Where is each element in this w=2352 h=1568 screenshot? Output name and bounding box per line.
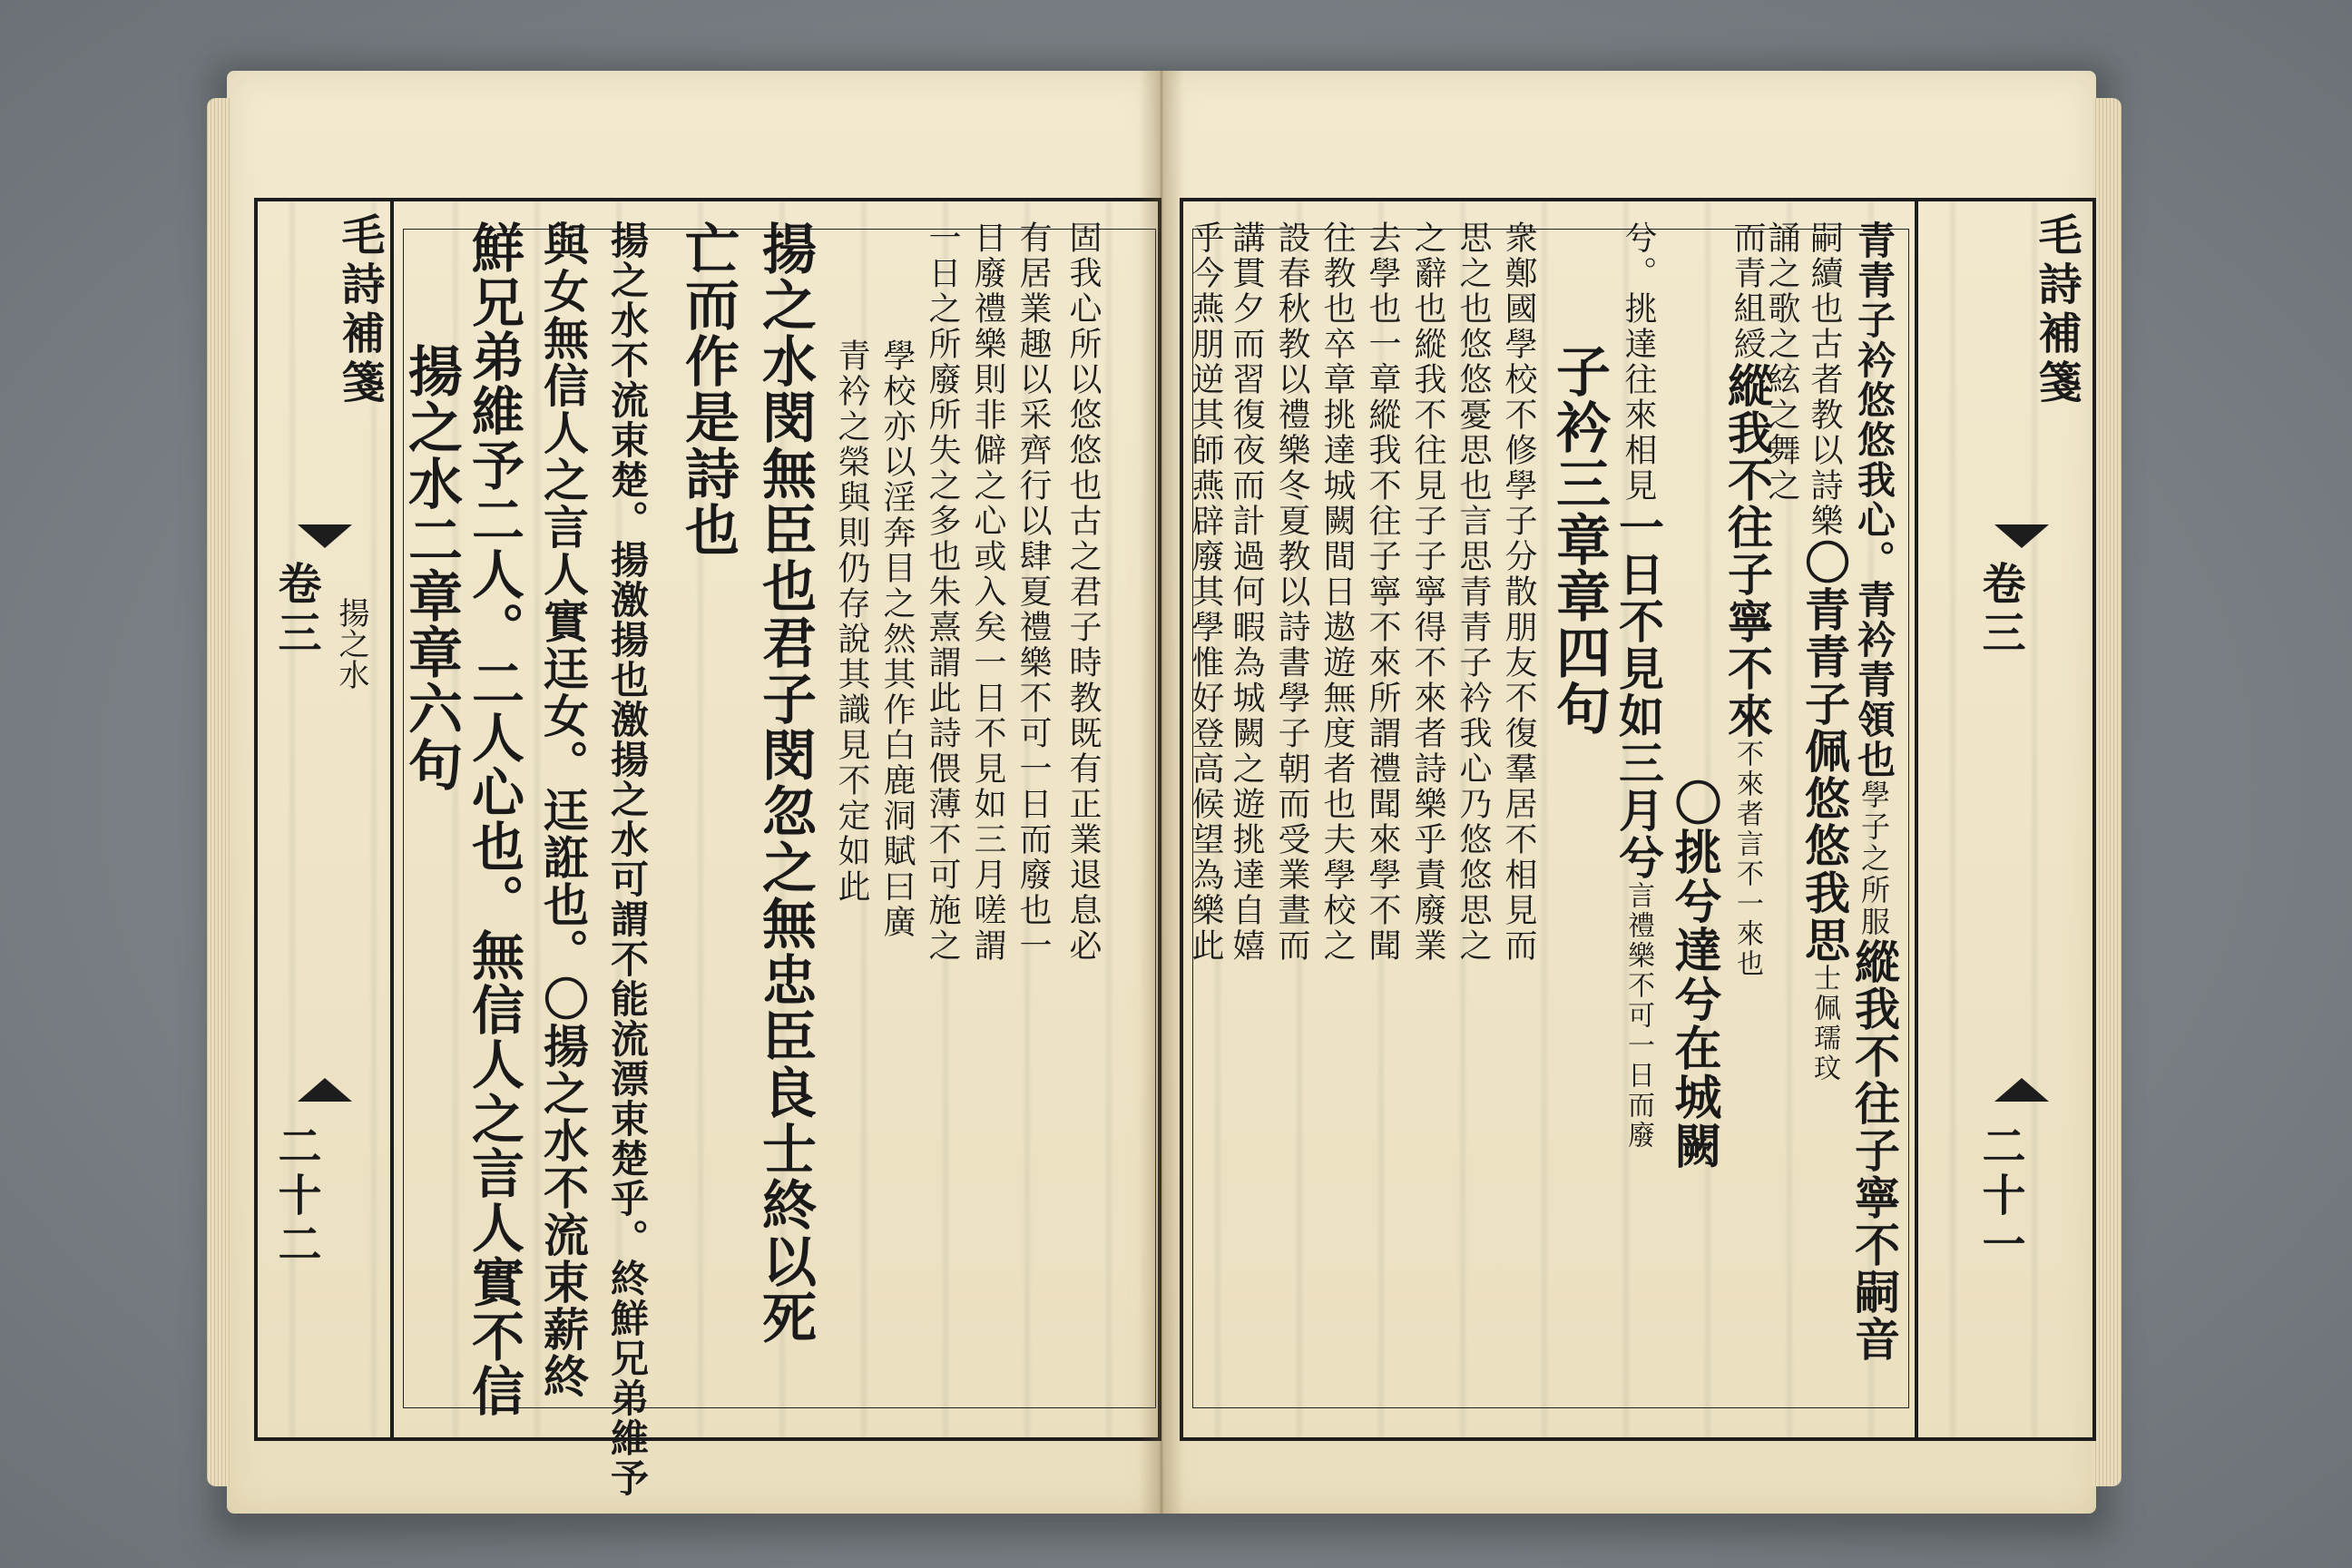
left-col-8: 學校亦以淫奔目之然其作白鹿洞賦曰廣 [878, 338, 916, 940]
right-col-7: 子衿三章章四句 [1547, 343, 1611, 737]
right-fish-tail-upper [1994, 524, 2049, 548]
right-col-5: 〇挑兮達兮在城闕 [1666, 779, 1721, 1171]
right-col-6-note: 兮。挑達往來相見 [1620, 220, 1657, 504]
left-col-5: 亡而作是詩也 [676, 220, 740, 558]
right-col-2-main: 〇青青子佩悠悠我思 [1798, 539, 1851, 964]
right-col-4-note: 而青組綬 [1729, 220, 1766, 362]
left-margin-section: 揚之水 [333, 597, 369, 690]
right-fish-tail-lower [1994, 1078, 2049, 1102]
right-page-edges [2092, 98, 2122, 1486]
left-col-12: 固我心所以悠悠也古之君子時教既有正業退息必 [1064, 220, 1102, 964]
left-col-4: 揚之水不流束楚。揚激揚也激揚之水可謂不能流漂束楚乎。終鮮兄弟維予 [605, 220, 650, 1498]
right-col-9: 思之也悠悠憂思也言思青青子衿我心乃悠悠思之 [1455, 220, 1492, 964]
left-fish-tail-lower [298, 1078, 352, 1102]
right-col-4-tail: 不來者言不一來也 [1731, 740, 1763, 979]
right-col-6-main: 一日不見如三月兮 [1612, 504, 1665, 881]
right-col-1-tail: 縱我不往子寧不嗣音 [1847, 938, 1901, 1363]
left-col-2: 鮮兄弟維予二人。二人心也。無信人之言人實不信 [463, 220, 524, 1418]
right-col-2-note: 嗣續也古者教以詩樂 [1806, 220, 1843, 539]
left-col-9: 一日之所廢所失之多也朱熹謂此詩偎薄不可施之 [924, 220, 961, 964]
right-col-4 [1720, 220, 1774, 979]
right-col-10: 之辭也縱我不往見子子寧得不來者詩樂乎責廢業 [1409, 220, 1446, 964]
right-col-2 [1798, 220, 1851, 1083]
right-col-8: 衆鄭國學校不修學子分散朋友不復羣居不相見而 [1500, 220, 1537, 964]
right-col-2-tail: 士佩瓀玟 [1808, 964, 1840, 1083]
right-margin-book-title: 毛詩補箋 [2031, 212, 2082, 408]
right-col-1-note: 學子之所服 [1857, 779, 1891, 938]
left-margin-page-number: 二十二 [270, 1123, 321, 1270]
right-col-3: 誦之歌之絃之舞之 [1763, 220, 1800, 504]
left-col-1: 揚之水二章章六句 [399, 343, 463, 793]
left-col-3: 與女無信人之言人實迋女。迋誑也。〇揚之水不流束薪終 [536, 220, 590, 1400]
left-margin-volume: 卷三 [270, 561, 321, 659]
left-fish-tail-upper [298, 524, 352, 548]
right-col-13: 設春秋教以禮樂冬夏教以詩書學子朝而受業晝而 [1273, 220, 1310, 964]
book-gutter [1139, 71, 1184, 1514]
left-col-11: 有居業趣以采齊行以肆夏禮樂不可一日而廢也一 [1014, 220, 1052, 964]
right-col-6-tail: 言禮樂不可一日而廢 [1622, 881, 1654, 1151]
right-page [1161, 71, 2096, 1514]
right-col-1 [1847, 220, 1901, 1363]
open-book [227, 71, 2096, 1514]
right-margin-page-number: 二十一 [1975, 1123, 2025, 1270]
right-col-4-main: 縱我不往子寧不來 [1720, 362, 1774, 740]
right-col-15: 乎今燕朋逆其師燕辟廢其學惟好登高候望為樂此 [1187, 220, 1224, 964]
right-col-11: 去學也一章縱我不往子寧不來所謂禮聞來學不聞 [1364, 220, 1401, 964]
right-margin-rule [1915, 198, 1918, 1441]
right-col-6 [1612, 220, 1665, 1151]
left-margin-rule [390, 198, 394, 1441]
left-page [227, 71, 1161, 1514]
right-margin-volume: 卷三 [1975, 561, 2025, 659]
right-col-1-main: 青青子衿悠悠我心。青衿青領也 [1852, 220, 1896, 779]
left-col-10: 日廢禮樂則非僻之心或入矣一日不見如三月嗟謂 [969, 220, 1006, 964]
left-col-6: 揚之水閔無臣也君子閔忽之無忠臣良士終以死 [753, 220, 817, 1346]
right-col-12: 往教也卒章挑達城闕間日遨遊無度者也夫學校之 [1318, 220, 1356, 964]
left-col-7: 青衿之榮與則仍存說其識見不定如此 [833, 338, 870, 905]
left-margin-book-title: 毛詩補箋 [334, 212, 385, 408]
right-col-14: 講貫夕而習復夜而計過何暇為城闕之遊挑達自嬉 [1228, 220, 1265, 964]
left-page-edges [207, 98, 230, 1486]
